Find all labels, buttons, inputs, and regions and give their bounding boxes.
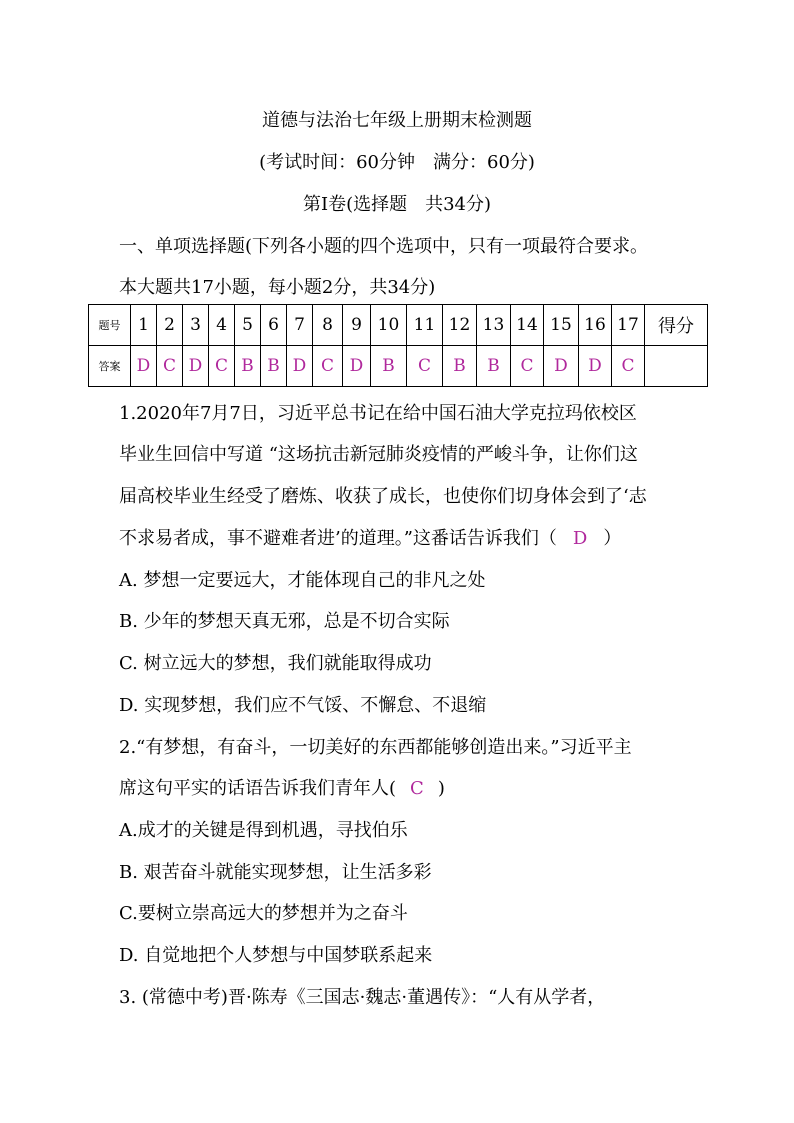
question-number: 5 — [235, 305, 261, 346]
answer-cell: C — [407, 346, 443, 387]
answer-table — [88, 304, 708, 387]
answer-cell: B — [261, 346, 287, 387]
question-number: 3 — [183, 305, 209, 346]
question-1-stem-line: 届高校毕业生经受了磨炼、收获了成长，也使你们切身体会到了‘志 — [119, 486, 647, 507]
question-2-option-a: A.成才的关键是得到机遇，寻找伯乐 — [119, 820, 408, 841]
answer-cell: C — [157, 346, 183, 387]
answer-cell: C — [612, 346, 645, 387]
question-3-stem-line: 3. (常德中考)晋·陈寿《三国志·魏志·董遇传》：“人有从学者， — [119, 987, 606, 1008]
answer-cell: D — [131, 346, 157, 387]
question-1-option-c: C. 树立远大的梦想，我们就能取得成功 — [119, 653, 432, 674]
question-number: 6 — [261, 305, 287, 346]
section-heading-line2: 本大题共17小题，每小题2分，共34分) — [119, 277, 436, 298]
answer-cell: C — [313, 346, 343, 387]
answer-cell: C — [209, 346, 235, 387]
answer-cell: D — [287, 346, 313, 387]
question-number: 11 — [407, 305, 443, 346]
question-2-close-paren: ) — [437, 778, 445, 799]
question-2-stem-text: 席这句平实的话语告诉我们青年人( — [119, 778, 397, 799]
answer-cell: C — [511, 346, 544, 387]
question-number: 16 — [579, 305, 612, 346]
answer-row — [89, 346, 708, 387]
question-number: 12 — [443, 305, 477, 346]
question-number: 13 — [477, 305, 511, 346]
score-label: 得分 — [645, 305, 708, 346]
question-number: 17 — [612, 305, 645, 346]
question-number-row — [89, 305, 708, 346]
exam-title: 道德与法治七年级上册期末检测题 — [262, 110, 532, 131]
question-1-answer: D — [572, 528, 588, 549]
answer-cell: B — [371, 346, 407, 387]
question-1-option-b: B. 少年的梦想天真无邪，总是不切合实际 — [119, 611, 450, 632]
score-cell — [645, 346, 708, 387]
row-label-answer: 答案 — [89, 346, 131, 387]
answer-cell: B — [477, 346, 511, 387]
exam-info: (考试时间：60分钟 满分：60分) — [259, 152, 535, 173]
question-1-option-a: A. 梦想一定要远大，才能体现自己的非凡之处 — [119, 570, 486, 591]
question-number: 2 — [157, 305, 183, 346]
question-2-stem-last-line — [119, 774, 445, 800]
question-number: 9 — [343, 305, 371, 346]
question-number: 14 — [511, 305, 544, 346]
question-2-option-d: D. 自觉地把个人梦想与中国梦联系起来 — [119, 945, 433, 966]
question-1-close-paren: ） — [603, 528, 622, 549]
question-2-option-b: B. 艰苦奋斗就能实现梦想，让生活多彩 — [119, 862, 432, 883]
question-2-answer: C — [410, 778, 424, 799]
part-title: 第Ⅰ卷(选择题 共34分) — [302, 194, 492, 215]
row-label-number: 题号 — [89, 305, 131, 346]
answer-cell: D — [183, 346, 209, 387]
question-1-stem-line: 毕业生回信中写道 “这场抗击新冠肺炎疫情的严峻斗争，让你们这 — [119, 444, 638, 465]
question-number: 15 — [544, 305, 579, 346]
answer-cell: D — [579, 346, 612, 387]
answer-cell: B — [235, 346, 261, 387]
question-2-option-c: C.要树立崇高远大的梦想并为之奋斗 — [119, 903, 408, 924]
question-number: 10 — [371, 305, 407, 346]
answer-cell: D — [544, 346, 579, 387]
question-number: 1 — [131, 305, 157, 346]
question-2-stem-line: 2.“有梦想，有奋斗，一切美好的东西都能够创造出来。”习近平主 — [119, 737, 632, 758]
question-number: 4 — [209, 305, 235, 346]
question-number: 7 — [287, 305, 313, 346]
answer-cell: D — [343, 346, 371, 387]
answer-cell: B — [443, 346, 477, 387]
question-1-option-d: D. 实现梦想，我们应不气馁、不懈怠、不退缩 — [119, 695, 487, 716]
question-1-stem-last-line — [119, 524, 621, 550]
section-heading-line1: 一、单项选择题(下列各小题的四个选项中，只有一项最符合要求。 — [119, 236, 649, 257]
question-1-stem-text: 不求易者成，事不避难者进’的道理。”这番话告诉我们（ — [119, 528, 557, 549]
question-1-stem-line: 1.2020年7月7日，习近平总书记在给中国石油大学克拉玛依校区 — [119, 403, 637, 424]
question-number: 8 — [313, 305, 343, 346]
